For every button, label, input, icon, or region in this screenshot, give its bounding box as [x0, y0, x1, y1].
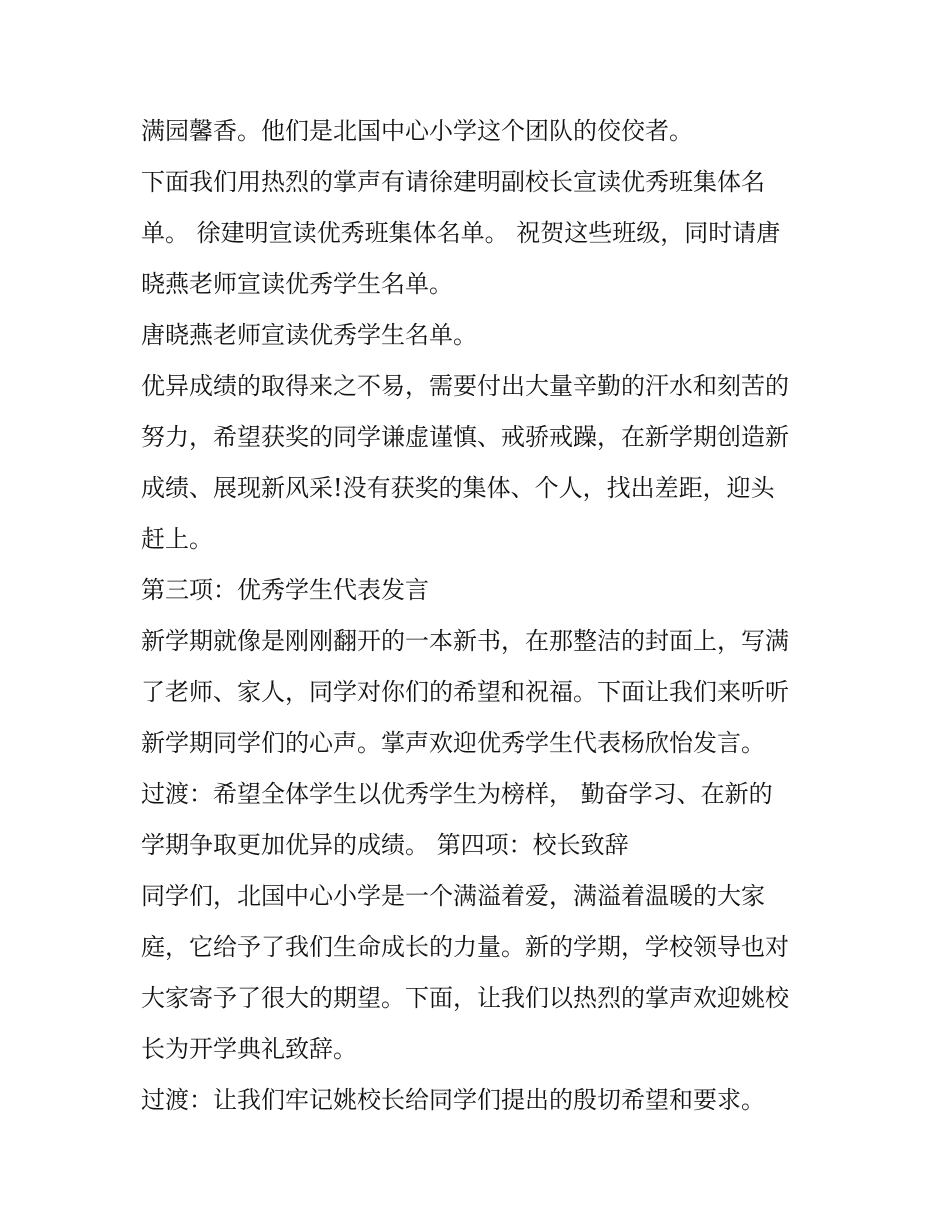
- text-line: 同学们，北国中心小学是一个满溢着爱，满溢着温暖的大家: [141, 882, 765, 910]
- text-line: 赶上。: [141, 525, 213, 553]
- text-line: 新学期同学们的心声。掌声欢迎优秀学生代表杨欣怡发言。: [141, 729, 765, 757]
- text-line: 了老师、家人，同学对你们的希望和祝福。下面让我们来听听: [141, 678, 789, 706]
- text-line: 大家寄予了很大的期望。下面，让我们以热烈的掌声欢迎姚校: [141, 984, 789, 1012]
- text-line: 新学期就像是刚刚翻开的一本新书，在那整洁的封面上，写满: [141, 627, 789, 655]
- text-line: 过渡：希望全体学生以优秀学生为榜样， 勤奋学习、在新的: [141, 780, 773, 808]
- text-line: 唐晓燕老师宣读优秀学生名单。: [141, 321, 477, 349]
- text-line: 晓燕老师宣读优秀学生名单。: [141, 270, 453, 298]
- document-body: [141, 106, 831, 1126]
- text-line: 优异成绩的取得来之不易，需要付出大量辛勤的汗水和刻苦的: [141, 372, 789, 400]
- text-line: 努力，希望获奖的同学谦虚谨慎、戒骄戒躁，在新学期创造新: [141, 423, 789, 451]
- text-line: 学期争取更加优异的成绩。 第四项：校长致辞: [141, 831, 629, 859]
- text-line: 过渡：让我们牢记姚校长给同学们提出的殷切希望和要求。: [141, 1086, 765, 1114]
- text-line: 下面我们用热烈的掌声有请徐建明副校长宣读优秀班集体名: [141, 168, 765, 196]
- text-line: 满园馨香。他们是北国中心小学这个团队的佼佼者。: [141, 117, 693, 145]
- text-line: 长为开学典礼致辞。: [141, 1035, 357, 1063]
- text-line: 成绩、展现新风采!没有获奖的集体、个人，找出差距，迎头: [141, 474, 775, 502]
- text-line: 庭，它给予了我们生命成长的力量。新的学期，学校领导也对: [141, 933, 789, 961]
- text-line: 单。 徐建明宣读优秀班集体名单。 祝贺这些班级，同时请唐: [141, 219, 781, 247]
- section-heading: 第三项：优秀学生代表发言: [141, 576, 429, 604]
